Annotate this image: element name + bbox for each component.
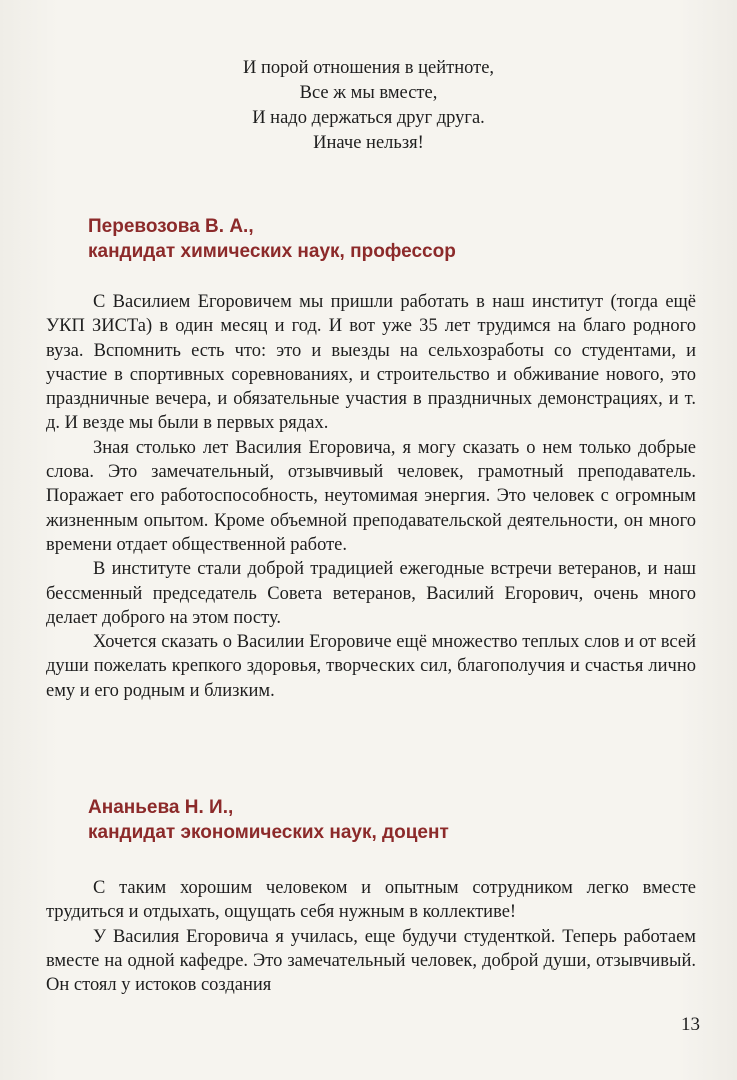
poem-line: И надо держаться друг друга. (252, 108, 485, 128)
author-name: Ананьева Н. И., (88, 797, 234, 818)
paragraph: У Василия Егоровича я училась, еще будучи студенткой. Теперь работаем вместе на одной кафедре. Это замечательный человек, доброй души, отзывчивый. Он стоял у истоков создания (46, 926, 696, 996)
paragraph: Зная столько лет Василия Егоровича, я могу сказать о нем только добрые слова. Это замечательный, отзывчивый человек, грамотный преподаватель. Поражает его работоспособность, неутомимая энергия. Это человек с огромным жизненным опытом. Кроме объемной преподавательской деятельности, он много времени отдает общественной работе. (46, 437, 696, 555)
paragraph: С таким хорошим человеком и опытным сотрудником легко вместе трудиться и отдыхать, ощущать себя нужным в коллективе! (46, 878, 696, 923)
poem-line: Все ж мы вместе, (299, 83, 438, 103)
poem-line: И порой отношения в цейтноте, (242, 58, 495, 78)
author-heading (88, 214, 456, 264)
author-title: кандидат химических наук, профессор (88, 241, 456, 262)
page-number: 13 (681, 1014, 700, 1035)
poem-line: Иначе нельзя! (313, 133, 424, 153)
testimonial-text (46, 290, 696, 703)
author-heading (88, 795, 449, 845)
paragraph: С Василием Егоровичем мы пришли работать в наш институт (тогда ещё УКП ЗИСТа) в один месяц и год. И вот уже 35 лет трудимся на благо родного вуза. Вспомнить есть что: это и выезды на сельхозработы со студентами, и участие в спортивных соревнованиях, и строительство и обживание нового, это праздничные вечера, и обязательные участия в праздничных демонстрациях, и т. д. И везде мы были в первых рядах. (46, 292, 696, 434)
poem-stanza (0, 56, 737, 156)
author-title: кандидат экономических наук, доцент (88, 822, 449, 843)
testimonial-text (46, 876, 696, 997)
paragraph: Хочется сказать о Василии Егоровиче ещё множество теплых слов и от всей души пожелать крепкого здоровья, творческих сил, благополучия и счастья лично ему и его родным и близким. (46, 632, 696, 701)
paragraph: В институте стали доброй традицией ежегодные встречи ветеранов, и наш бессменный председатель Совета ветеранов, Василий Егорович, очень много делает доброго на этом посту. (46, 559, 696, 628)
author-name: Перевозова В. А., (88, 216, 254, 237)
